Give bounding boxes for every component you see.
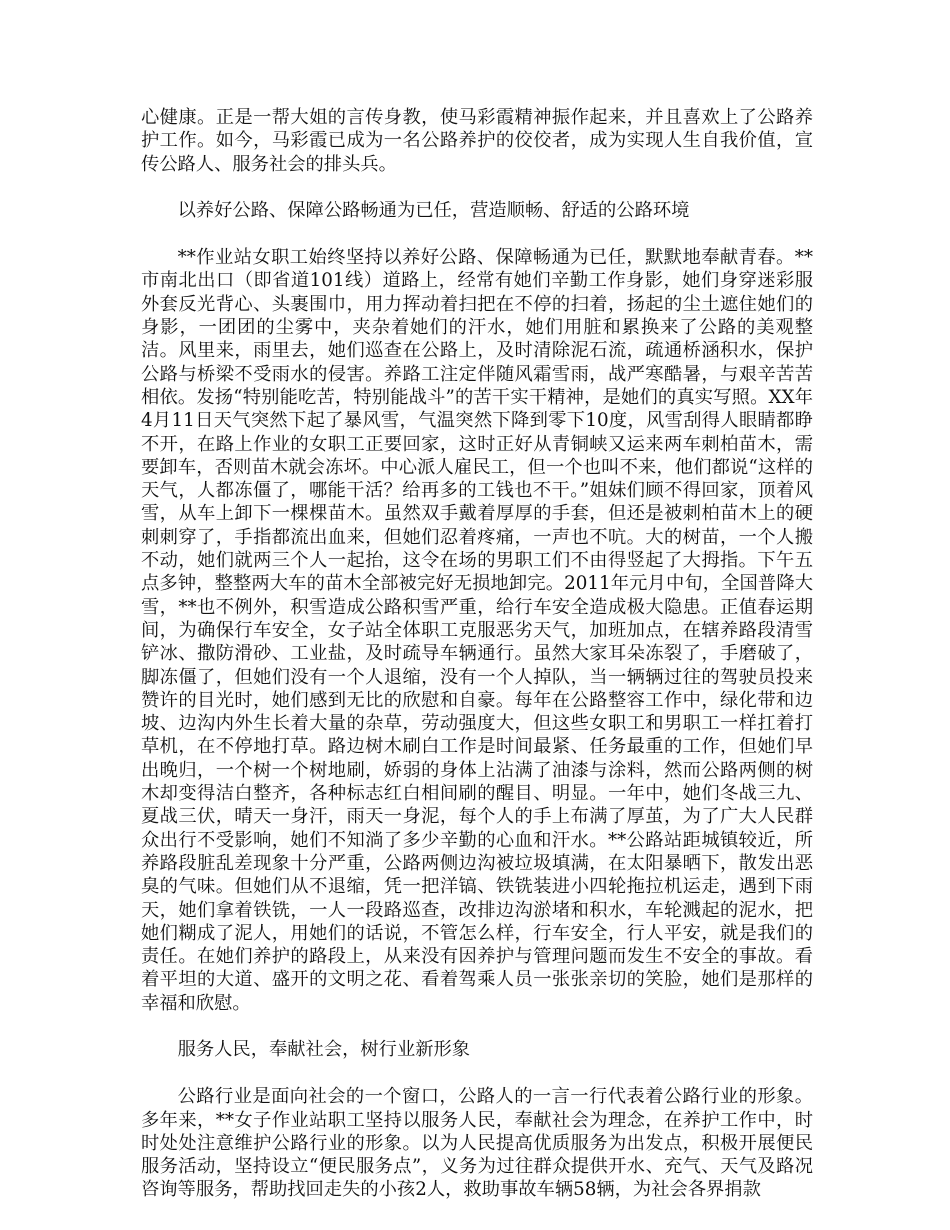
paragraph-gap [141,1015,813,1038]
section-heading: 以养好公路、保障公路畅通为已任，营造顺畅、舒适的公路环境 [177,199,690,221]
section-heading: 服务人民，奉献社会，树行业新形象 [177,1038,471,1060]
paragraph-continuation: 心健康。正是一帮大姐的言传身教，使马彩霞精神振作起来，并且喜欢上了公路养护工作。如今，马彩霞已成为一名公路养护的佼佼者，成为实现人生自我价值，宣传公路人、服务社会的排头兵。 [141,107,813,175]
document-page [141,106,813,1202]
paragraph-gap [141,176,813,199]
body-paragraph: 公路行业是面向社会的一个窗口，公路人的一言一行代表着公路行业的形象。多年来，**女子作业站职工坚持以服务人民，奉献社会为理念，在养护工作中，时时处处注意维护公路行业的形象。以为人民提高优质服务为出发点，积极开展便民服务活动，坚持设立“便民服务点”，义务为过往群众提供开水、充气、天气及路况咨询等服务，帮助找回走失的小孩2人，救助事故车辆58辆，为社会各界捐款 [141,1086,813,1201]
body-paragraph: **作业站女职工始终坚持以养好公路、保障畅通为已任，默默地奉献青春。**市南北出口（即省道101线）道路上，经常有她们辛勤工作身影，她们身穿迷彩服外套反光背心、头裹围巾，用力挥动着扫把在不停的扫着，扬起的尘土遮住她们的身影，一团团的尘雾中，夹杂着她们的汗水，她们用脏和累换来了公路的美观整洁。风里来，雨里去，她们巡查在公路上，及时清除泥石流，疏通桥涵积水，保护公路与桥梁不受雨水的侵害。养路工注定伴随风霜雪雨，战严寒酷暑，与艰辛苦苦相依。发扬“特别能吃苦，特别能战斗”的苦干实干精神，是她们的真实写照。XX年4月11日天气突然下起了暴风雪，气温突然下降到零下10度，风雪刮得人眼睛都睁不开，在路上作业的女职工正要回家，这时正好从青铜峡又运来两车刺柏苗木，需要卸车，否则苗木就会冻坏。中心派人雇民工，但一个也叫不来，他们都说“这样的天气，人都冻僵了，哪能干活？给再多的工钱也不干。”姐妹们顾不得回家，顶着风雪，从车上卸下一棵棵苗木。虽然双手戴着厚厚的手套，但还是被刺柏苗木上的硬刺刺穿了，手指都流出血来，但她们忍着疼痛，一声也不吭。大的树苗，一个人搬不动，她们就两三个人一起抬，这令在场的男职工们不由得竖起了大拇指。下午五点多钟，整整两大车的苗木全部被完好无损地卸完。2011年元月中旬，全国普降大雪，**也不例外，积雪造成公路积雪严重，给行车安全造成极大隐患。正值春运期间，为确保行车安全，女子站全体职工克服恶劣天气，加班加点，在辖养路段清雪铲冰、撒防滑砂、工业盐，及时疏导车辆通行。虽然大家耳朵冻裂了，手磨破了，脚冻僵了，但她们没有一个人退缩，没有一个人掉队，当一辆辆过往的驾驶员投来赞许的目光时，她们感到无比的欣慰和自豪。每年在公路整容工作中，绿化带和边坡、边沟内外生长着大量的杂草，劳动强度大，但这些女职工和男职工一样扛着打草机，在不停地打草。路边树木刷白工作是时间最紧、任务最重的工作，但她们早出晚归，一个树一个树地刷，娇弱的身体上沾满了油漆与涂料，然而公路两侧的树木却变得洁白整齐，各种标志红白相间刷的醒目、明显。一年中，她们冬战三九、夏战三伏，晴天一身汗，雨天一身泥，每个人的手上布满了厚茧，为了广大人民群众出行不受影响，她们不知淌了多少辛勤的心血和汗水。**公路站距城镇较近，所养路段脏乱差现象十分严重，公路两侧边沟被垃圾填满，在太阳暴晒下，散发出恶臭的气味。但她们从不退缩，凭一把洋镐、铁铣装进小四轮拖拉机运走，遇到下雨天，她们拿着铁铣，一人一段路巡查，改排边沟淤堵和积水，车轮溅起的泥水，把她们糊成了泥人，用她们的话说，不管怎么样，行车安全，行人平安，就是我们的责任。在她们养护的路段上，从来没有因养护与管理问题而发生不安全的事故。看着平坦的大道、盛开的文明之花、看着驾乘人员一张张亲切的笑脸，她们是那样的幸福和欣慰。 [141,247,813,1014]
paragraph-gap [141,1061,813,1085]
paragraph-gap [141,222,813,246]
